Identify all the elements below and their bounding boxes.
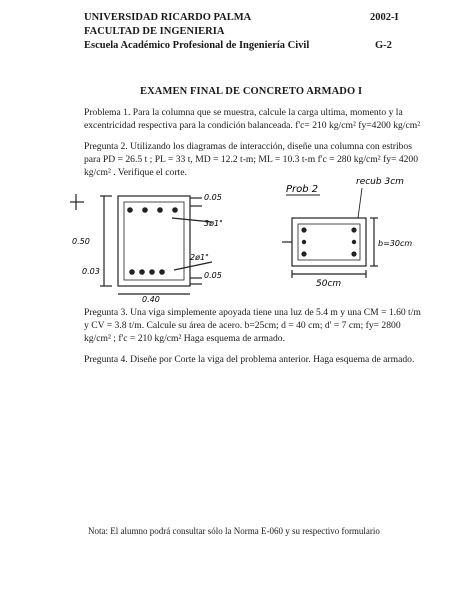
problem-2-line-3: kg/cm² . Verifique el corte. <box>84 167 187 178</box>
footer-note: Nota: El alumno podrá consultar sólo la Norma E-060 y su respectivo formulario <box>88 526 380 536</box>
problem-1-line-2: excentricidad respectiva para la condición balanceada. f'c= 210 kg/cm² fy=4200 kg/cm² <box>84 120 421 131</box>
exam-title: EXAMEN FINAL DE CONCRETO ARMADO I <box>140 86 363 97</box>
rebar-top-3 <box>157 207 163 213</box>
rebar-top-1 <box>127 207 133 213</box>
problem-3-line-2: y CV = 3.8 t/m. Calcule su área de acero. b=25cm; d = 40 cm; d' = 7 cm; fy= 2800 <box>84 320 401 331</box>
column-section-figure <box>62 182 232 302</box>
rebar-bottom-4 <box>159 269 165 275</box>
rebar-bottom-1 <box>129 269 135 275</box>
school-name: Escuela Académico Profesional de Ingeniería Civil <box>84 40 310 51</box>
problem-2-line-2: para PD = 26.5 t ; PL = 33 t, MD = 12.2 t-m; ML = 10.3 t-m f'c = 280 kg/cm² fy= 4200 <box>84 154 419 165</box>
rebar-bottom-3 <box>149 269 155 275</box>
problem-4-line-1: Pregunta 4. Diseñe por Corte la viga del problema anterior. Haga esquema de armado. <box>84 354 415 365</box>
problem-1-line-1: Problema 1. Para la columna que se muestra, calcule la carga ultima, momento y la <box>84 107 403 118</box>
faculty-name: FACULTAD DE INGENIERIA <box>84 26 225 37</box>
rebar-top-2 <box>142 207 148 213</box>
year-code: 2002-I <box>370 12 399 23</box>
prob2-label: Prob 2 <box>286 184 319 195</box>
dim-005-bottom: 0.05 <box>204 271 222 280</box>
problem-3-line-3: kg/cm² ; f'c = 210 kg/cm² Haga esquema de armado. <box>84 333 285 344</box>
rebar-top-4 <box>172 207 178 213</box>
rebar-group <box>127 207 178 275</box>
dim-005-top: 0.05 <box>204 193 222 202</box>
group-code: G-2 <box>375 40 392 51</box>
dim-003: 0.03 <box>82 267 100 276</box>
bars-top-label: 3ø1" <box>204 219 223 228</box>
bars-bottom-label: 2ø1" <box>190 253 209 262</box>
prob2-section-figure <box>262 172 420 292</box>
cover-label: recub 3cm <box>356 177 404 187</box>
b-label: b=30cm <box>378 239 413 248</box>
problem-2-line-1: Pregunta 2. Utilizando los diagramas de interacción, diseñe una columna con estribos <box>84 141 412 152</box>
rebar-bottom-2 <box>139 269 145 275</box>
university-name: UNIVERSIDAD RICARDO PALMA <box>84 12 252 23</box>
width-label: 50cm <box>316 279 342 289</box>
dim-050: 0.50 <box>72 237 90 246</box>
problem-3-line-1: Pregunta 3. Una viga simplemente apoyada tiene una luz de 5.4 m y una CM = 1.60 t/m <box>84 307 421 318</box>
dim-040: 0.40 <box>142 295 160 302</box>
